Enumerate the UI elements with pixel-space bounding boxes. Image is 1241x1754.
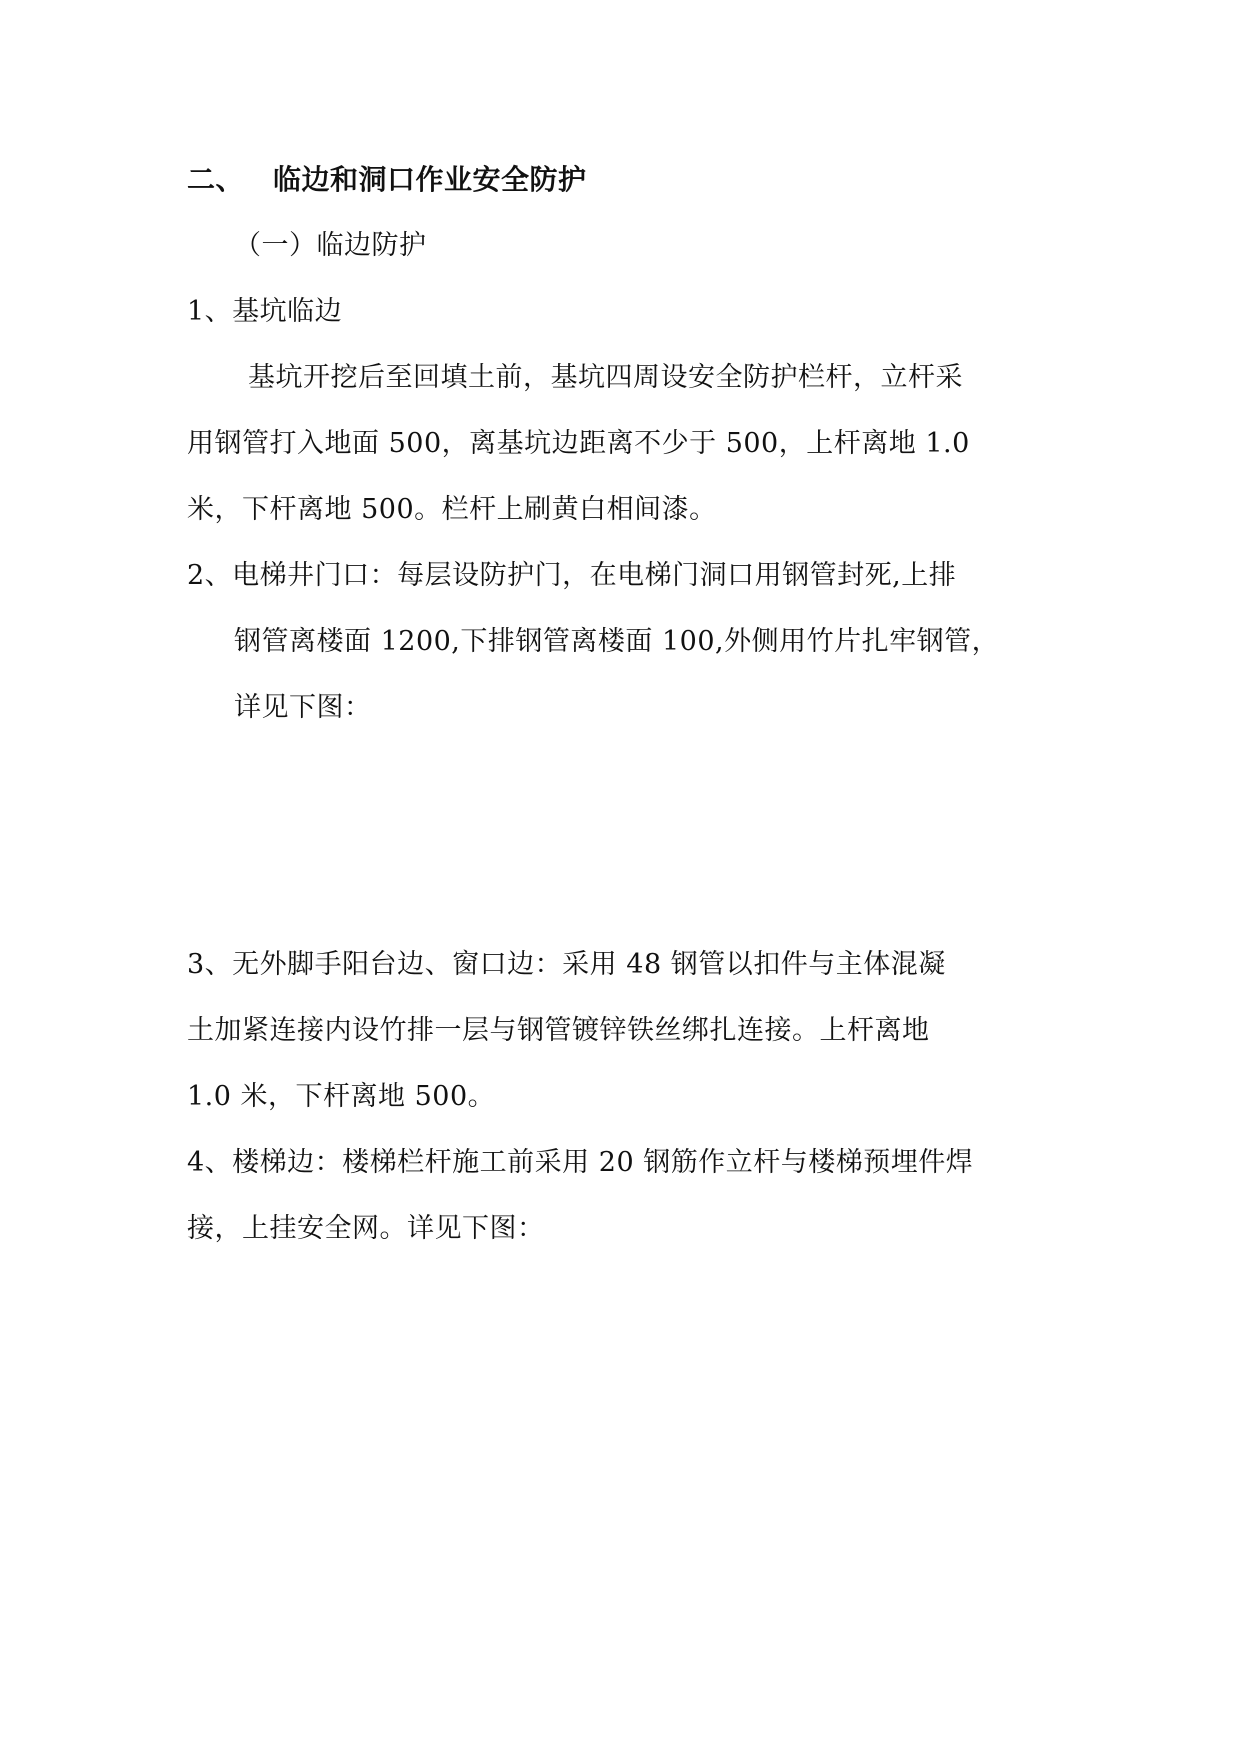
section-title: 临边和洞口作业安全防护 [273, 163, 587, 196]
item-4-line-2: 接，上挂安全网。详见下图： [187, 1213, 545, 1244]
item-1-paragraph-line-1: 基坑开挖后至回填土前，基坑四周设安全防护栏杆，立杆采 [248, 362, 963, 393]
item-1-paragraph-line-2: 用钢管打入地面 500，离基坑边距离不少于 500，上杆离地 1.0 [187, 428, 970, 459]
item-2-line-3: 详见下图： [234, 692, 372, 723]
subsection-heading: （一）临边防护 [234, 230, 427, 261]
item-3-line-1: 3、无外脚手阳台边、窗口边：采用 48 钢管以扣件与主体混凝 [187, 949, 946, 980]
item-1-paragraph-line-3: 米，下杆离地 500。栏杆上刷黄白相间漆。 [187, 494, 717, 525]
item-4-line-1: 4、楼梯边：楼梯栏杆施工前采用 20 钢筋作立杆与楼梯预埋件焊 [187, 1147, 974, 1178]
item-2-line-2: 钢管离楼面 1200,下排钢管离楼面 100,外侧用竹片扎牢钢管， [234, 626, 1000, 657]
section-number: 二、 [187, 163, 245, 196]
item-2-line-1: 2、电梯井门口：每层设防护门，在电梯门洞口用钢管封死,上排 [187, 560, 957, 591]
item-3-line-3: 1.0 米，下杆离地 500。 [187, 1081, 496, 1112]
item-1-title: 1、基坑临边 [187, 296, 343, 327]
item-3-line-2: 土加紧连接内设竹排一层与钢管镀锌铁丝绑扎连接。上杆离地 [187, 1015, 930, 1046]
section-heading [187, 162, 587, 198]
